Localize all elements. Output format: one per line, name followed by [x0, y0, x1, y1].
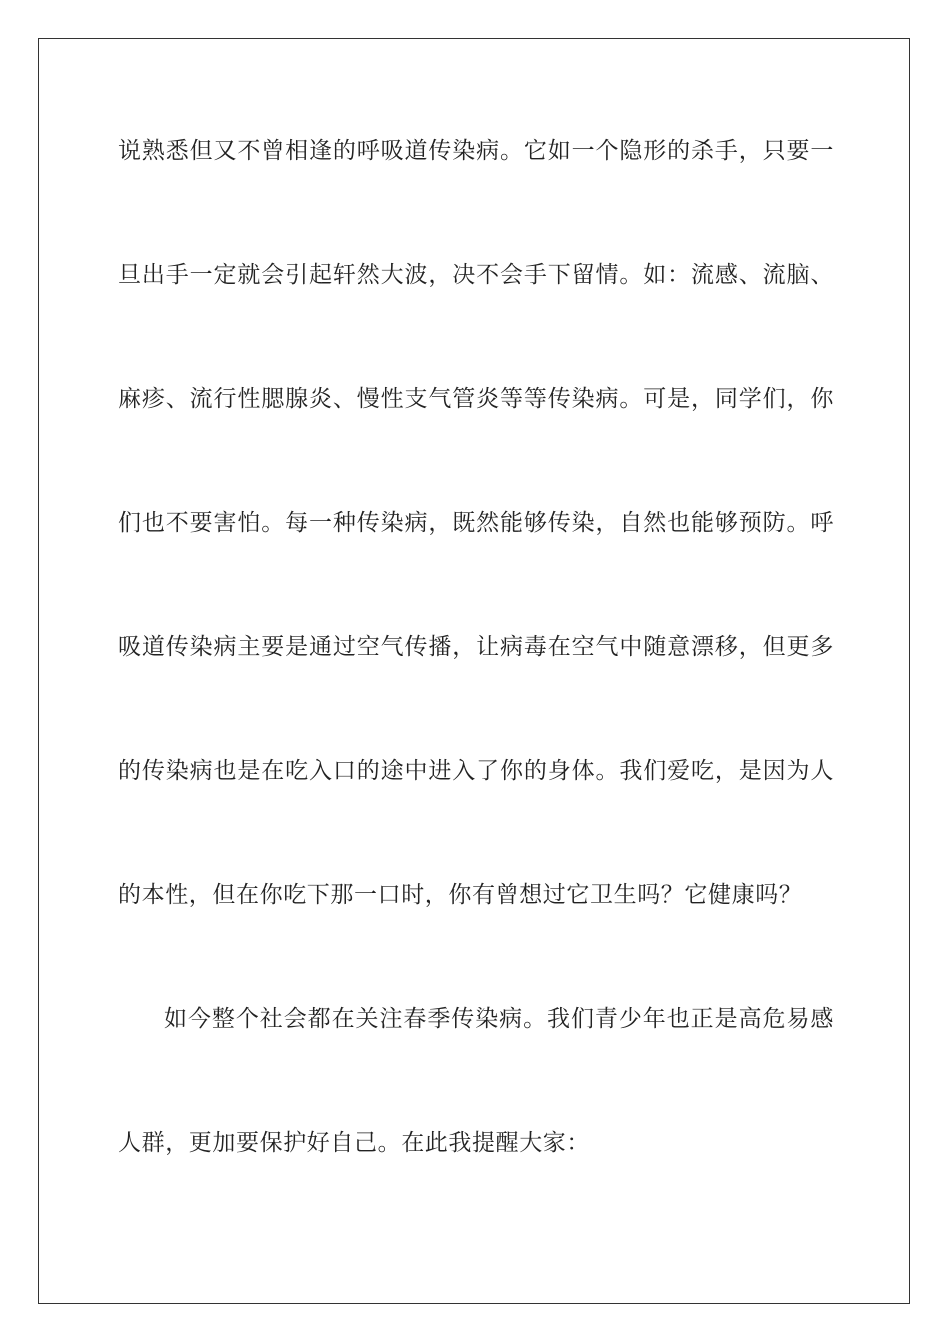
- text-line-1: 说熟悉但又不曾相逢的呼吸道传染病。它如一个隐形的杀手，只要一: [118, 138, 834, 164]
- text-line-6: 的传染病也是在吃入口的途中进入了你的身体。我们爱吃，是因为人: [118, 758, 834, 784]
- text-line-8-paragraph-start: 如今整个社会都在关注春季传染病。我们青少年也正是高危易感: [164, 1006, 834, 1032]
- text-line-2: 旦出手一定就会引起轩然大波，决不会手下留情。如：流感、流脑、: [118, 262, 834, 288]
- text-line-9: 人群，更加要保护好自己。在此我提醒大家：: [118, 1130, 590, 1156]
- text-line-5: 吸道传染病主要是通过空气传播，让病毒在空气中随意漂移，但更多: [118, 634, 834, 660]
- document-page: [38, 38, 910, 1304]
- text-line-3: 麻疹、流行性腮腺炎、慢性支气管炎等等传染病。可是，同学们，你: [118, 386, 834, 412]
- text-line-7: 的本性，但在你吃下那一口时，你有曾想过它卫生吗？它健康吗？: [118, 882, 803, 908]
- text-line-4: 们也不要害怕。每一种传染病，既然能够传染，自然也能够预防。呼: [118, 510, 834, 536]
